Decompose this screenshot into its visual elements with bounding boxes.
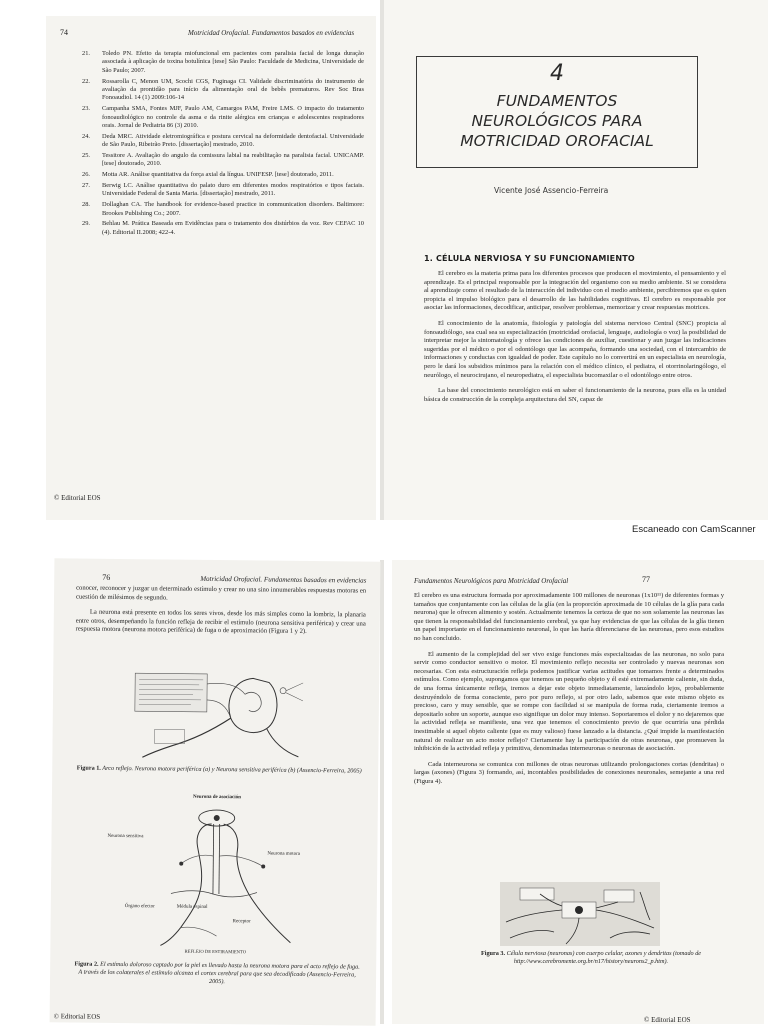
- paragraph: El conocimiento de la anatomía, fisiología y patología del sistema nervioso Central (SNC) propicia al fonoaudiólogo, sea cual sea su especialización (motricidad orofacial, lenguaje, audiología o voz) la posibilidad de interpretar mejor la sintomatología y ofrece las condiciones de auxiliar, cuestionar y aun juzgar las indicaciones sugeridas por el médico o por el odontólogo que las acompaña, formando una sociedad, con el intercambio de informaciones y conductas con igualdad de poder. Este capítulo no lo convertirá en un especialista en neurología, pero le dará los subsidios mínimos para la relación con el médico clínico, el pediatra, el otorrinolaringólogo, el neurólogo, el neurocirujano, el neuropediatra, el especialista bucomaxilar o el odontólogo entre otros.: [424, 319, 726, 379]
- reference-item: 29. Behlau M. Prática Baseada em Evidências para o tratamento dos distúrbios da voz. Rev CEFAC 10 (4). Editorial II.2008; 422-4.: [82, 220, 364, 236]
- chapter-body-text: [424, 270, 726, 411]
- paragraph: Cada interneurona se comunica con millones de otras neuronas utilizando prolongaciones cortas (dendritas) o largas (axones) (Figura 3) formando, así, incontables posibilidades de conexiones neuronales, semejante a una red (Figura 4).: [414, 760, 724, 785]
- figure-2-caption: Figura 2. El estímulo doloroso captado por la piel es llevado hasta la neurona motora para el acto reflejo de fuga. A través de los colaterales el estímulo alcanza el cortex cerebral para que sea decodificado (Assencio-Ferreira, 2005).: [74, 960, 360, 986]
- figure-2-stretch-reflex: [140, 793, 312, 955]
- running-head: Fundamentos Neurológicos para Motricidad Orofacial: [414, 577, 569, 585]
- paragraph: El aumento de la complejidad del ser vivo exige funciones más especializadas de las neuronas, no solo para servir como conductor sensitivo o motor. El movimiento reflejo necesita ser controlado y nuevas neuronas son necesarias. Con esta estructuración refleja podemos justificar varias actitudes que tomamos frente a determinados estímulos. Como ejemplo, supongamos que tenemos un pequeño objeto y él esté extremadamente caliente, sin duda, de una forma únicamente refleja, iremos a dejar este objeto inmediatamente, lanzándolo lejos, probablemente destruyéndolo de forma consciente, pero por puro reflejo, si por otro lado, sabemos que este mismo objeto es precioso, caro y muy sensible, que se rompe con facilidad si se manipula de forma ruda, ciertamente iremos a depositarlo sobre un soporte, aunque eso signifique un dolor muy intenso. Soportaremos el dolor y no dejaremos que la actividad refleja se manifieste, una vez que tenemos el conocimiento previo de que ocurriría una pérdida inestimable si aquel objeto caliente (que es muy valioso) fuese lanzado a la distancia. ¿Qué impide la manifestación natural de realizar un acto motor reflejo? Ciertamente hay la participación de otras neuronas, que promueven la inhibición de la actividad refleja y primitiva, denominadas interneuronas o neuronas de asociación.: [414, 650, 724, 753]
- reference-list: [82, 50, 364, 240]
- reference-item: 28. Dollaghan CA. The handbook for evidence-based practice in communication disorders. Baltimore: Brookes Publishing Co.; 2007.: [82, 201, 364, 217]
- reference-item: 27. Berwig LC. Análise quantitativa do palato duro em diferentes modos respiratórios e tipos faciais. Universidade Federal de Santa Maria. [dissertação] mestrado, 2011.: [82, 182, 364, 198]
- chapter-number: 4: [550, 61, 564, 86]
- reference-item: 24. Deda MRC. Atividade eletromiográfica e postura cervical na deformidade dentofacial. Universidade de São Paulo, Ribeirão Preto. [dissertação] mestrado, 2010.: [82, 132, 364, 149]
- figure-1-reflex-arc: [132, 669, 309, 763]
- figure-2-label-bottom: REFLEJO DE ESTIRAMIENTO: [184, 948, 247, 955]
- figure-3-nerve-cell: [500, 882, 660, 946]
- page-footer: © Editorial EOS: [54, 494, 101, 502]
- chapter-title-box: [416, 56, 698, 168]
- figure-1-caption: Figura 1. Arco reflejo. Neurona motora periférica (a) y Neurona sensitiva periférica (b) (Assencio-Ferreira, 2005): [76, 764, 362, 775]
- figure-3-caption: Figura 3. Célula nerviosa (neuronas) con cuerpo celular, axones y dendritas (tomado de http://www.cerebromente.org.br/n17/history/neurons2_p.htm).: [480, 950, 702, 965]
- figure-2-label-effector: Órgano efector: [124, 904, 155, 910]
- page-76: [50, 558, 381, 1025]
- page-77: [392, 560, 764, 1024]
- running-head: Motricidad Orofacial. Fundamentos basados en evidencias: [200, 574, 367, 585]
- page-body-text: [414, 592, 724, 793]
- figure-2-label-motor: Neurona motora: [267, 851, 301, 857]
- reference-item: 26. Motta AR. Análise quantitativa da força axial da língua. UNIFESP. [tese] doutorado, 2011.: [82, 171, 334, 179]
- page-number: 74: [60, 28, 68, 37]
- chapter-opening-page: [384, 0, 768, 520]
- paragraph: El cerebro es una estructura formada por aproximadamente 100 millones de neuronas (1x10¹¹) de diferentes formas y tamaños que conjuntamente con las células de la glía (en la proporción aproximada de 10 células de la glía para cada neurona) que le ofrecen alimento y sostén. Actualmente tenemos la certeza de que no son solamente las neuronas las que tienen la responsabilidad del funcionamiento cerebral, ya que hay evidencias de que las células de la glía tienen un papel importante en el funcionamiento neuronal, lo que las haría diferenciarse de las neuronas, pero esos estudios no han concluido.: [414, 592, 724, 642]
- figure-2-label-association: Neurona de asociación: [192, 794, 241, 801]
- figure-2-label-receptor: Receptor: [232, 919, 251, 925]
- paragraph: La neurona está presente en todos los seres vivos, desde los más simples como la lombriz, la planaria entre otros, desempeñando la función refleja de recibir el estímulo (neurona sensitiva periférica) y crear una respuesta motora (neurona motora periférica) de fuga o de aproximación (Figura 1 y 2).: [75, 608, 366, 636]
- reference-item: 23. Campanha SMA, Fontes MJF, Paulo AM, Camargos PAM, Freire LMS. O impacto do tratamento fonoaudiológico no controle da asma e da rinite alérgica em crianças e adolescentes respiradores orais. Jornal de Pediatria 86 (3) 2010.: [82, 105, 364, 130]
- running-head: Motricidad Orofacial. Fundamentos basados en evidencias: [188, 29, 355, 37]
- chapter-author: Vicente José Assencio-Ferreira: [494, 186, 609, 195]
- figure-2-label-spinal: Médula espinal: [176, 904, 208, 910]
- reference-item: 25. Tessitore A. Avaliação do angulo da comissura labial na reabilitação na paralisia facial. UNICAMP. [tese] doutorado, 2010.: [82, 152, 364, 168]
- section-heading: 1. CÉLULA NERVIOSA Y SU FUNCIONAMIENTO: [424, 254, 635, 263]
- page-number: 77: [642, 575, 650, 584]
- camscanner-watermark: Escaneado con CamScanner: [632, 524, 756, 535]
- page-footer: © Editorial EOS: [53, 1012, 101, 1021]
- page-number: 76: [102, 572, 111, 582]
- reference-item: 21. Toledo PN. Efeito da terapia miofuncional em pacientes com paralisia facial de longa duração associada à aplicação de toxina botulínica [tese] São Paulo: Faculdade de Medicina, Universidade de São Paulo; 2007.: [82, 50, 364, 74]
- paragraph: El cerebro es la materia prima para los diferentes procesos que producen el movimiento, el pensamiento y el aprendizaje. Es el principal responsable por la integración del organismo con su medio ambiente. Si se considera al aprendizaje como el resultado de la interacción del individuo con el medio ambiente, percibiremos que es quien propicia el impulso biológico para el desarrollo de las habilidades cognitivas. El cerebro es responsable por asociar las informaciones, decodificar, anticipar, resolver problemas, memorizar y crear respuestas motrices.: [424, 270, 726, 312]
- reference-item: 22. Rossarolla C, Menon UM, Scochi CGS, Fuginaga CI. Validade discriminatória do instrumento de avaliação da prontidão para início da alimentação oral de bebês prematuros. Rev Soc Bras Fonoaudiol. 14 (1) 2009:106-14: [82, 77, 364, 102]
- paragraph: conocer, reconocer y juzgar un determinado estímulo y crear no una sino innumerables respuestas motoras en cuestión de milésimos de segundo.: [76, 584, 367, 602]
- paragraph: La base del conocimiento neurológico está en saber el funcionamiento de la neurona, pues ella es la unidad básica de construcción de la compleja arquitectura del SN, capaz de: [424, 387, 726, 403]
- figure-2-label-sensory: Neurona sensitiva: [107, 833, 144, 840]
- page-74: [46, 16, 376, 520]
- page-footer: © Editorial EOS: [644, 1016, 691, 1024]
- chapter-title: FUNDAMENTOS NEUROLÓGICOS PARA MOTRICIDAD OROFACIAL: [460, 92, 654, 150]
- page-body-text: [76, 585, 367, 645]
